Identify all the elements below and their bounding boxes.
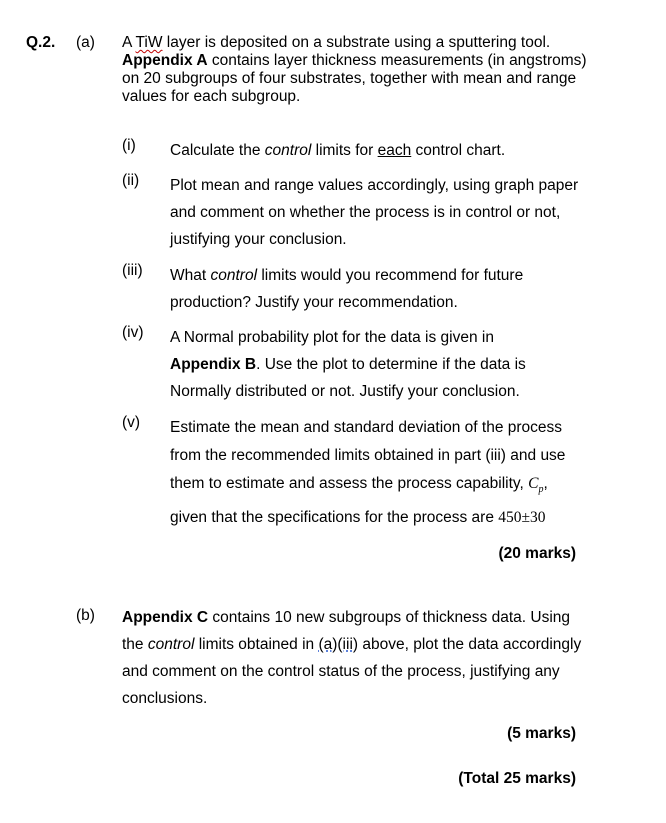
intro-post: contains layer thickness measurements (in angstroms) on 20 subgroups of four substrates, together with mean and range values for each subgroup. <box>122 52 587 105</box>
cp-letter: C <box>528 475 539 492</box>
subpart-iii-post: limits would you recommend for future production? Justify your recommendation. <box>170 267 524 311</box>
part-a-marks: (20 marks) <box>498 545 576 562</box>
subpart-v-text <box>170 414 580 504</box>
question-number: Q.2. <box>26 34 56 51</box>
part-a-label: (a) <box>76 34 95 51</box>
subpart-i-mid: limits for <box>311 142 378 159</box>
subpart-iv-pre: A Normal probability plot for the data is given in <box>170 329 494 346</box>
subpart-iii-italic: control <box>210 267 258 284</box>
subpart-ii-number: (ii) <box>122 172 140 189</box>
total-marks: (Total 25 marks) <box>458 770 576 787</box>
subpart-iv-text <box>170 324 555 405</box>
spec-value: 450±30 <box>498 509 546 526</box>
subpart-iv-post: . Use the plot to determine if the data is Normally distributed or not. Justify your conclusion. <box>170 356 526 400</box>
subpart-iv-number: (iv) <box>122 324 144 341</box>
part-b-mid: limits obtained in <box>194 636 319 653</box>
subpart-iii-number: (iii) <box>122 262 143 279</box>
subpart-iii-pre: What <box>170 267 211 284</box>
intro-pre: A <box>122 34 136 51</box>
subpart-i-text <box>170 137 590 164</box>
spec-pre: given that the specifications for the process are <box>170 509 499 526</box>
part-a-intro <box>122 34 602 106</box>
cp-symbol <box>528 475 544 496</box>
part-b-label: (b) <box>76 607 95 624</box>
subpart-v-pre: Estimate the mean and standard deviation of the process from the recommended limits obtained in part (iii) and use them to estimate and assess the process capability, <box>170 419 566 492</box>
cp-subscript: p <box>538 484 544 496</box>
subpart-i-post: control chart. <box>411 142 506 159</box>
subpart-v-number: (v) <box>122 414 141 431</box>
intro-mid: layer is deposited on a substrate using a sputtering tool. <box>162 34 551 51</box>
part-b-text <box>122 604 592 712</box>
subpart-ii-text: Plot mean and range values accordingly, using graph paper and comment on whether the process is in control or not, justifying your conclusion. <box>170 177 579 248</box>
appendix-b-ref: Appendix B <box>170 356 257 373</box>
tiw-term: TiW <box>135 34 163 51</box>
part-b-pre: contains 10 new subgroups of thickness data. Using the <box>122 609 571 653</box>
part-b-reference: (a)(iii) <box>318 636 359 653</box>
subpart-i-pre: Calculate the <box>170 142 265 159</box>
subpart-i-underline: each <box>377 142 412 159</box>
part-b-italic: control <box>147 636 195 653</box>
subpart-i-italic: control <box>264 142 312 159</box>
subpart-v-spec-line <box>170 504 600 531</box>
part-b-marks: (5 marks) <box>507 725 576 742</box>
subpart-iii-text <box>170 262 560 316</box>
subpart-i-number: (i) <box>122 137 136 154</box>
appendix-a-ref: Appendix A <box>122 52 208 69</box>
appendix-c-ref: Appendix C <box>122 609 209 626</box>
part-b-post: above, plot the data accordingly and comment on the control status of the process, justifying any conclusions. <box>122 636 582 707</box>
cp-comma: , <box>543 475 548 492</box>
